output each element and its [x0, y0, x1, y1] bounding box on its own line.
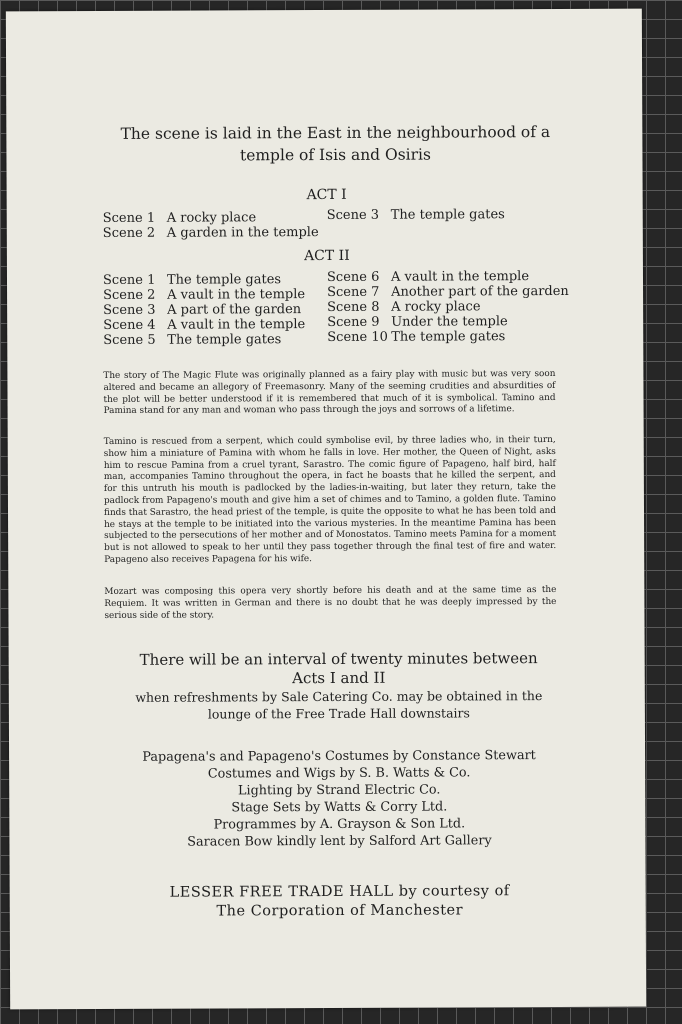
act2-scene-row: [327, 314, 508, 330]
intro-line-2: temple of Isis and Osiris: [239, 145, 431, 165]
interval-notice: [109, 649, 569, 723]
scene-place: The temple gates: [390, 207, 505, 223]
scene-place: A garden in the temple: [166, 225, 319, 241]
scene-place: Another part of the garden: [391, 283, 569, 300]
interval-line-1: There will be an interval of twenty minutes between: [139, 649, 538, 669]
scene-place: The temple gates: [391, 329, 506, 345]
scene-place: Under the temple: [391, 314, 508, 330]
act2-scene-row: [327, 269, 529, 285]
act2-scene-row: [103, 272, 281, 288]
production-credits: [109, 747, 569, 851]
scene-place: A part of the garden: [167, 302, 302, 318]
act1-scene-row: [103, 210, 256, 226]
scene-place: The temple gates: [167, 332, 282, 348]
scene-place: The temple gates: [166, 272, 282, 288]
scene-number: Scene 5: [103, 332, 156, 348]
scene-place: A vault in the temple: [167, 287, 306, 303]
scene-number: Scene 2: [102, 225, 156, 241]
scene-number: Scene 4: [103, 317, 156, 333]
scene-number: Scene 8: [327, 299, 380, 315]
act2-scene-row: [327, 329, 505, 345]
credit-line: Papagena's and Papageno's Costumes by Constance Stewart: [142, 748, 536, 765]
scene-number: Scene 7: [327, 284, 380, 300]
story-paragraph-2: Tamino is rescued from a serpent, which could symbolise evil, by three ladies who, in their turn, show him a miniature of Pamina with whom he falls in love. Her mother, the Queen of Night, asks him to rescue Pamina from a cruel tyrant, Sarastro. The comic figure of Papageno, half bird, half man, accompanies Tamino throughout the opera, in fact he boasts that he killed the serpent, and for this untruth his mouth is padlocked by the ladies-in-waiting, but later they return, take the padlock from Papageno's mouth and give him a set of chimes and to Tamino, a golden flute. Tamino finds that Sarastro, the head priest of the temple, is quite the opposite to what he has been told and he stays at the temple to be initiated into the various mysteries. In the meantime Pamina has been subjected to the persecutions of her mother and of Monostatos. Tamino meets Pamina for a moment but is not allowed to speak to her until they pass together through the final test of fire and water. Papageno also receives Papagena for his wife.: [103, 434, 557, 565]
act2-scene-row: [103, 302, 301, 318]
scene-number: Scene 3: [103, 302, 156, 318]
interval-line-3: when refreshments by Sale Catering Co. may be obtained in the: [135, 688, 543, 705]
venue-line-1: LESSER FREE TRADE HALL by courtesy of: [169, 883, 510, 901]
scene-number: Scene 6: [326, 269, 380, 285]
scene-place: A vault in the temple: [390, 269, 530, 285]
scene-number: Scene 1: [102, 210, 156, 226]
scene-number: Scene 1: [102, 272, 156, 288]
act2-scene-row: [103, 332, 281, 348]
credit-line: Costumes and Wigs by S. B. Watts & Co.: [207, 765, 471, 782]
story-paragraph-1: The story of The Magic Flute was originally planned as a fairy play with music but was very soon altered and became an allegory of Freemasonry. Many of the seeming crudities and absurdities of the plot will be better understood if it is remembered that much of it is symbolical. Tamino and Pamina stand for any man and woman who pass through the joys and sorrows of a lifetime.: [103, 368, 556, 417]
scene-place: A vault in the temple: [167, 317, 306, 333]
credit-line: Programmes by A. Grayson & Son Ltd.: [213, 816, 466, 833]
act1-scene-row: [327, 207, 505, 223]
credit-line: Lighting by Strand Electric Co.: [237, 782, 441, 799]
act2-scene-row: [103, 317, 305, 333]
scene-place: A rocky place: [166, 210, 257, 226]
intro-line-1: The scene is laid in the East in the neighbourhood of a: [120, 123, 551, 143]
scene-number: Scene 9: [327, 314, 380, 330]
act2-scene-row: [103, 287, 305, 303]
interval-line-4: lounge of the Free Trade Hall downstairs: [207, 705, 470, 722]
story-paragraph-3: Mozart was composing this opera very shortly before his death and at the same time as the Requiem. It was written in German and there is no doubt that he was deeply impressed by the serious side of the story.: [104, 584, 557, 621]
scene-place: A rocky place: [391, 299, 481, 315]
act2-heading: ACT II: [304, 247, 350, 265]
venue-courtesy: [110, 882, 570, 922]
act2-scene-row: [327, 284, 569, 300]
scene-number: Scene 3: [326, 207, 380, 223]
interval-line-2: Acts I and II: [292, 668, 386, 688]
act2-scene-row: [327, 299, 480, 315]
scene-number: Scene 10: [327, 329, 388, 345]
scene-number: Scene 2: [103, 287, 156, 303]
programme-page: [6, 9, 646, 1010]
setting-intro: [100, 121, 570, 167]
act1-heading: ACT I: [306, 186, 347, 204]
credit-line: Stage Sets by Watts & Corry Ltd.: [231, 799, 448, 816]
act1-scene-row: [103, 225, 319, 241]
credit-line: Saracen Bow kindly lent by Salford Art Gallery: [187, 833, 492, 850]
venue-line-2: The Corporation of Manchester: [216, 902, 464, 920]
